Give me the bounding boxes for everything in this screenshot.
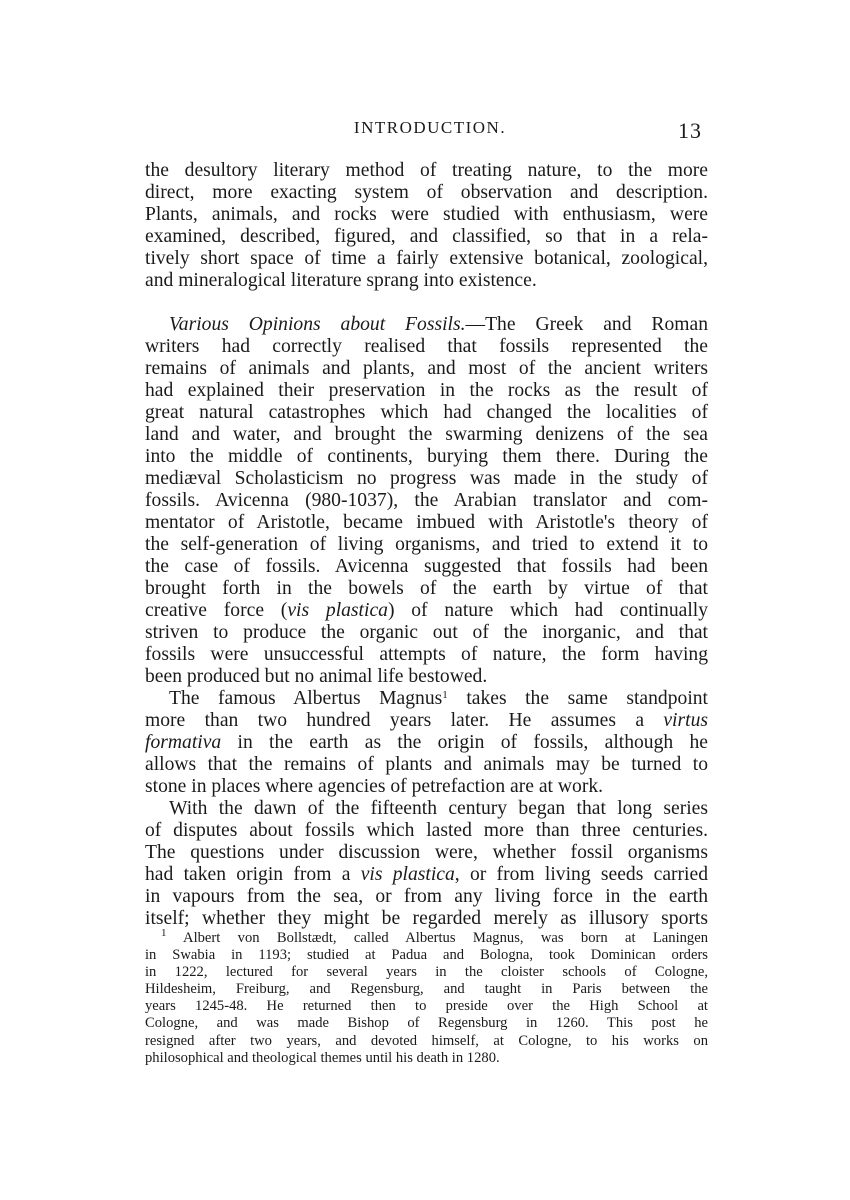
running-title: INTRODUCTION. [353,118,507,137]
text-line: mentator of Aristotle, became imbued with Aristotle's theory of [145,512,708,533]
running-head [0,118,850,148]
text-line: mediæval Scholasticism no progress was made in the study of [145,468,708,489]
text-line: and mineralogical literature sprang into existence. [145,270,537,291]
text-line: had explained their preservation in the rocks as the result of [145,380,708,401]
body-text [145,160,708,930]
footnote-line: resigned after two years, and devoted himself, at Cologne, to his works on [145,1032,708,1049]
text-line: striven to produce the organic out of the inorganic, and that [145,622,708,643]
footnote-line: Cologne, and was made Bishop of Regensburg in 1260. This post he [145,1015,708,1032]
section-heading: Various Opinions about Fossils. [169,314,466,335]
text-line: formativa in the earth as the origin of fossils, although he [145,732,708,753]
text-line: of disputes about fossils which lasted more than three centuries. [145,820,708,841]
text-line: brought forth in the bowels of the earth by virtue of that [145,578,708,599]
text-line: The questions under discussion were, whether fossil organisms [145,842,708,863]
text-line: land and water, and brought the swarming denizens of the sea [145,424,708,445]
text-line: Various Opinions about Fossils.—The Greek and Roman [169,314,708,335]
text-line: great natural catastrophes which had changed the localities of [145,402,708,423]
footnote-marker: 1 [161,927,167,939]
text-line: into the middle of continents, burying them there. During the [145,446,708,467]
text-line: itself; whether they might be regarded merely as illusory sports [145,908,708,929]
text-line: stone in places where agencies of petrefaction are at work. [145,776,604,797]
text-line: examined, described, figured, and classified, so that in a rela- [145,226,708,247]
text-line: the self-generation of living organisms, and tried to extend it to [145,534,708,555]
paragraph-2 [145,314,708,688]
footnote-line: in Swabia in 1193; studied at Padua and Bologna, took Dominican orders [145,947,708,964]
text-line: fossils. Avicenna (980-1037), the Arabian translator and com- [145,490,708,511]
footnote-line: Hildesheim, Freiburg, and Regensburg, and taught in Paris between the [145,981,708,998]
paragraph-4 [145,798,708,930]
text-line: more than two hundred years later. He assumes a virtus [145,710,708,731]
text-line: remains of animals and plants, and most of the ancient writers [145,358,708,379]
footnote-reference: 1 [442,689,448,701]
footnote-line: $^1$ Albert von Bollstædt, called Albertus Magnus, was born at Laningen [161,927,708,946]
text-line: writers had correctly realised that fossils represented the [145,336,708,357]
footnote-line: years 1245-48. He returned then to preside over the High School at [145,998,708,1015]
text-line: been produced but no animal life bestowed. [145,666,488,687]
footnote-line: in 1222, lectured for several years in the cloister schools of Cologne, [145,964,708,981]
footnote [145,927,708,1067]
page-number: 13 [678,118,702,143]
footnote-line: philosophical and theological themes until his death in 1280. [145,1049,500,1066]
text-line: had taken origin from a vis plastica, or from living seeds carried [145,864,708,885]
text-line: direct, more exacting system of observation and description. [145,182,708,203]
text-line: the desultory literary method of treating nature, to the more [145,160,708,181]
paragraph-3 [145,688,708,798]
text-line: tively short space of time a fairly extensive botanical, zoological, [145,248,708,269]
paragraph-1 [145,160,708,292]
text-line: the case of fossils. Avicenna suggested that fossils had been [145,556,708,577]
text-line: creative force (vis plastica) of nature which had continually [145,600,709,621]
text-line: fossils were unsuccessful attempts of nature, the form having [145,644,708,665]
text-line: The famous Albertus Magnus$^1$ takes the same standpoint [169,688,709,709]
text-line: With the dawn of the fifteenth century began that long series [169,798,708,819]
text-line: in vapours from the sea, or from any living force in the earth [145,886,708,907]
text-line: Plants, animals, and rocks were studied with enthusiasm, were [145,204,708,225]
text-line: allows that the remains of plants and animals may be turned to [145,754,708,775]
